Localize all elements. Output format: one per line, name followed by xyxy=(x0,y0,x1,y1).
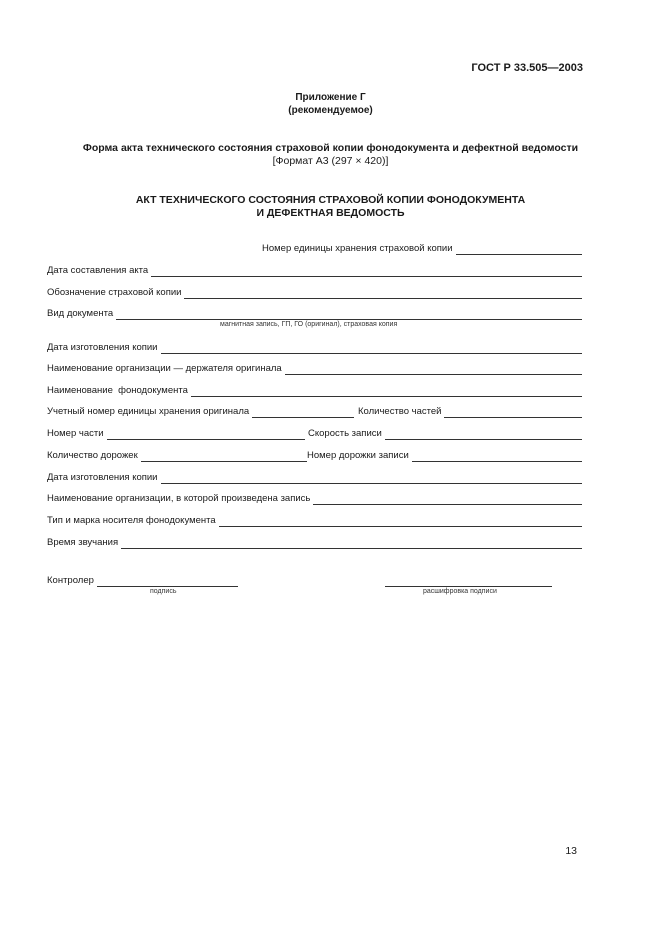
field-original-account-number xyxy=(47,406,354,418)
fill-line[interactable] xyxy=(116,309,582,320)
field-label: Дата составления акта xyxy=(47,265,149,276)
act-title-line1: АКТ ТЕХНИЧЕСКОГО СОСТОЯНИЯ СТРАХОВОЙ КОПИИ ФОНОДОКУМЕНТА xyxy=(135,194,526,206)
field-holder-org xyxy=(47,363,582,375)
field-label: Номер единицы хранения страховой копии xyxy=(262,243,453,254)
field-parts-count xyxy=(358,406,582,418)
fill-line[interactable] xyxy=(151,266,582,277)
decode-line[interactable] xyxy=(385,576,552,587)
field-label: Скорость записи xyxy=(308,428,382,439)
field-signature-decode xyxy=(385,575,552,587)
field-copy-designation xyxy=(47,287,582,299)
field-label: Наименование фонодокумента xyxy=(47,385,188,396)
fill-line[interactable] xyxy=(121,538,582,549)
field-storage-unit-number xyxy=(262,243,582,255)
form-title-text: Форма акта технического состояния страховой копии фонодокумента и дефектной ведомости xyxy=(82,142,579,154)
fill-line[interactable] xyxy=(184,288,582,299)
field-label: Обозначение страховой копии xyxy=(47,287,182,298)
field-recording-org xyxy=(47,493,582,505)
fill-line[interactable] xyxy=(444,407,582,418)
fill-line[interactable] xyxy=(385,429,582,440)
act-title xyxy=(0,194,661,220)
field-label: Контролер xyxy=(47,575,94,586)
fill-line[interactable] xyxy=(191,386,582,397)
fill-line[interactable] xyxy=(456,244,582,255)
fill-line[interactable] xyxy=(412,451,582,462)
fill-line[interactable] xyxy=(219,516,582,527)
field-label: Вид документа xyxy=(47,308,114,319)
document-type-hint: магнитная запись, ГП, ГО (оригинал), страховая копия xyxy=(220,321,398,328)
form-format: [Формат А3 (297 × 420)] xyxy=(272,155,389,167)
field-tracks-count xyxy=(47,450,307,462)
field-copy-made-date-2 xyxy=(47,472,582,484)
fill-line[interactable] xyxy=(161,473,583,484)
fill-line[interactable] xyxy=(161,343,583,354)
field-label: Номер дорожки записи xyxy=(307,450,409,461)
fill-line[interactable] xyxy=(285,364,582,375)
field-copy-made-date xyxy=(47,342,582,354)
field-document-type xyxy=(47,308,582,320)
field-label: Дата изготовления копии xyxy=(47,342,158,353)
act-title-line2: И ДЕФЕКТНАЯ ВЕДОМОСТЬ xyxy=(256,207,405,219)
fill-line[interactable] xyxy=(141,451,307,462)
standard-number: ГОСТ Р 33.505—2003 xyxy=(471,62,583,74)
field-duration xyxy=(47,537,582,549)
field-label: Количество частей xyxy=(358,406,442,417)
appendix-title: Приложение Г xyxy=(295,92,366,103)
field-phonodocument-name xyxy=(47,385,582,397)
field-label: Номер части xyxy=(47,428,104,439)
field-controller xyxy=(47,575,238,587)
field-recording-speed xyxy=(308,428,582,440)
field-label: Тип и марка носителя фонодокумента xyxy=(47,515,216,526)
field-part-number xyxy=(47,428,305,440)
field-act-date xyxy=(47,265,582,277)
field-label: Учетный номер единицы хранения оригинала xyxy=(47,406,250,417)
appendix-heading xyxy=(0,91,661,117)
fill-line[interactable] xyxy=(313,494,582,505)
appendix-note: (рекомендуемое) xyxy=(288,105,373,116)
field-label: Количество дорожек xyxy=(47,450,138,461)
signature-hint: подпись xyxy=(150,588,177,595)
field-carrier-type xyxy=(47,515,582,527)
form-title xyxy=(0,142,661,168)
field-label: Наименование организации, в которой произведена запись xyxy=(47,493,311,504)
signature-line[interactable] xyxy=(97,576,238,587)
decode-hint: расшифровка подписи xyxy=(423,588,497,595)
field-label: Время звучания xyxy=(47,537,119,548)
field-label: Дата изготовления копии xyxy=(47,472,158,483)
fill-line[interactable] xyxy=(252,407,354,418)
page-number: 13 xyxy=(565,845,577,857)
fill-line[interactable] xyxy=(107,429,305,440)
field-label: Наименование организации — держателя оригинала xyxy=(47,363,282,374)
field-track-number xyxy=(307,450,582,462)
